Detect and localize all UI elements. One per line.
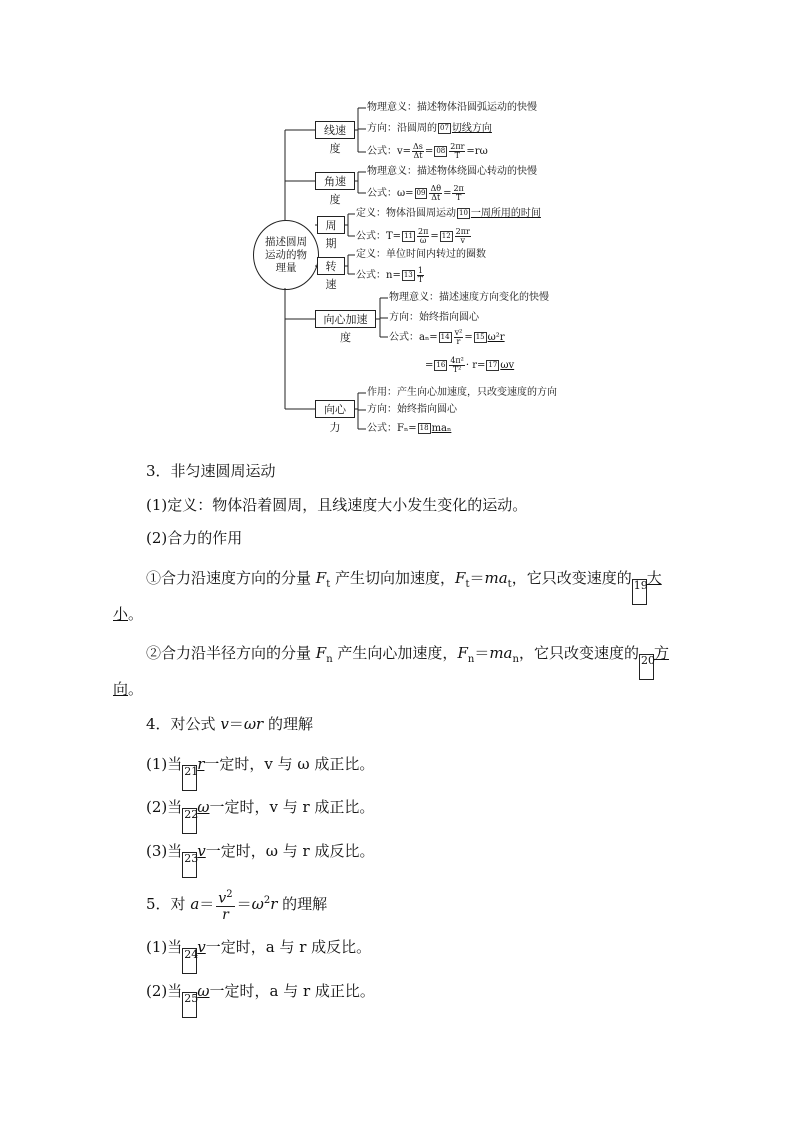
section-4-item-3: (3)当 23v一定时，ω 与 r 成反比。 bbox=[146, 841, 374, 878]
blank-num: 14 bbox=[440, 333, 450, 341]
answer-blank-20: 20 bbox=[639, 654, 654, 680]
node-linear-velocity: 线速度 bbox=[315, 121, 355, 139]
leaf-w-meaning: 物理意义：描述物体绕圆心转动的快慢 bbox=[367, 166, 537, 177]
section-3-para-2-cont: 向。 bbox=[113, 680, 144, 698]
blank-num: 07 bbox=[440, 124, 449, 132]
leaf-F-effect: 作用：产生向心加速度，只改变速度的方向 bbox=[367, 387, 557, 398]
leaf-n-definition: 定义：单位时间内转过的圈数 bbox=[356, 249, 486, 260]
answer-blank-21: 21 bbox=[182, 765, 197, 791]
blank-num: 10 bbox=[459, 209, 468, 217]
blank-num: 08 bbox=[436, 147, 446, 155]
section-3-para-1-cont: 小。 bbox=[113, 605, 144, 623]
leaf-w-formula: 公式：ω= 09 $\frac{\Delta\theta}{\Delta t}$ = $\frac{2\pi}{T}$ bbox=[367, 184, 464, 202]
blank-num: 17 bbox=[488, 361, 498, 369]
leaf-F-direction: 方向：始终指向圆心 bbox=[367, 404, 457, 415]
blank-num: 16 bbox=[436, 361, 446, 369]
leaf-n-formula: 公式：n= 13 $\frac{1}{T}$ bbox=[356, 266, 424, 284]
section-3-para-2: ②合力沿半径方向的分量 $F_n$ 产生向心加速度，$F_n=ma_n$，它只改变速度的 20方 bbox=[146, 643, 669, 680]
section-3-subtitle: (2)合力的作用 bbox=[146, 529, 243, 547]
section-5-title: 5．对 a＝ $\frac{v^2}{r}$ $=\omega^2r$ 的理解 bbox=[146, 888, 328, 924]
leaf-a-formula-2: = 16 $\frac{\text{4π²}}{\text{T²}}$ · r= 17 ωv bbox=[425, 356, 515, 374]
leaf-T-formula: 公式：T= 11 $\frac{2\pi}{\omega}$ = 12 $\frac{2\pi r}{v}$ bbox=[356, 227, 470, 245]
section-3-para-1: ①合力沿速度方向的分量 $F_t$ 产生切向加速度，$F_t=ma_t$，它只改变速度的 19大 bbox=[146, 568, 662, 605]
node-centripetal-force: 向心力 bbox=[315, 400, 355, 418]
blank-num: 11 bbox=[404, 232, 413, 240]
leaf-T-definition: 定义：物体沿圆周运动 10 一周所用的时间 bbox=[356, 208, 541, 219]
leaf-a-direction: 方向：始终指向圆心 bbox=[389, 312, 479, 323]
section-4-title: 4．对公式 v＝ωr 的理解 bbox=[146, 715, 313, 733]
blank-num: 12 bbox=[441, 232, 451, 240]
section-5-item-1: (1)当 24v一定时，a 与 r 成反比。 bbox=[146, 937, 371, 974]
leaf-v-formula: 公式：v= $\frac{\Delta s}{\Delta t}$ = 08 $\frac{2\pi r}{T}$ =rω bbox=[367, 142, 488, 160]
blank-num: 18 bbox=[419, 424, 429, 432]
blank-num: 09 bbox=[416, 189, 426, 197]
blank-num: 15 bbox=[475, 333, 485, 341]
node-period: 周期 bbox=[317, 216, 345, 234]
answer-blank-25: 25 bbox=[182, 992, 197, 1018]
answer-blank-19: 19 bbox=[632, 579, 647, 605]
section-3-title: 3．非匀速圆周运动 bbox=[146, 462, 276, 480]
section-4-item-1: (1)当 21r一定时，v 与 ω 成正比。 bbox=[146, 754, 374, 791]
leaf-v-direction: 方向：沿圆周的 07 切线方向 bbox=[367, 123, 492, 134]
leaf-v-meaning: 物理意义：描述物体沿圆弧运动的快慢 bbox=[367, 102, 537, 113]
node-centripetal-acceleration: 向心加速度 bbox=[315, 310, 376, 328]
blank-num: 13 bbox=[403, 271, 413, 279]
leaf-a-meaning: 物理意义：描述速度方向变化的快慢 bbox=[389, 292, 549, 303]
section-3-definition: (1)定义：物体沿着圆周，且线速度大小发生变化的运动。 bbox=[146, 496, 528, 514]
section-5-item-2: (2)当 25ω一定时，a 与 r 成正比。 bbox=[146, 981, 375, 1018]
answer-blank-22: 22 bbox=[182, 808, 197, 834]
answer-blank-23: 23 bbox=[182, 852, 197, 878]
mind-map bbox=[0, 0, 794, 450]
mind-map-connectors bbox=[0, 0, 794, 450]
node-rotation-speed: 转速 bbox=[317, 257, 345, 275]
mindmap-root: 描述圆周运动的物理量 bbox=[253, 220, 319, 290]
section-4-item-2: (2)当 22ω一定时，v 与 r 成正比。 bbox=[146, 797, 374, 834]
answer-blank-24: 24 bbox=[182, 948, 197, 974]
node-angular-velocity: 角速度 bbox=[315, 172, 355, 190]
leaf-F-formula: 公式：Fₙ= 18 maₙ bbox=[367, 423, 452, 434]
leaf-a-formula: 公式：aₙ= 14 $\frac{\text{v²}}{r}$ = 15 ω²r bbox=[389, 328, 505, 346]
